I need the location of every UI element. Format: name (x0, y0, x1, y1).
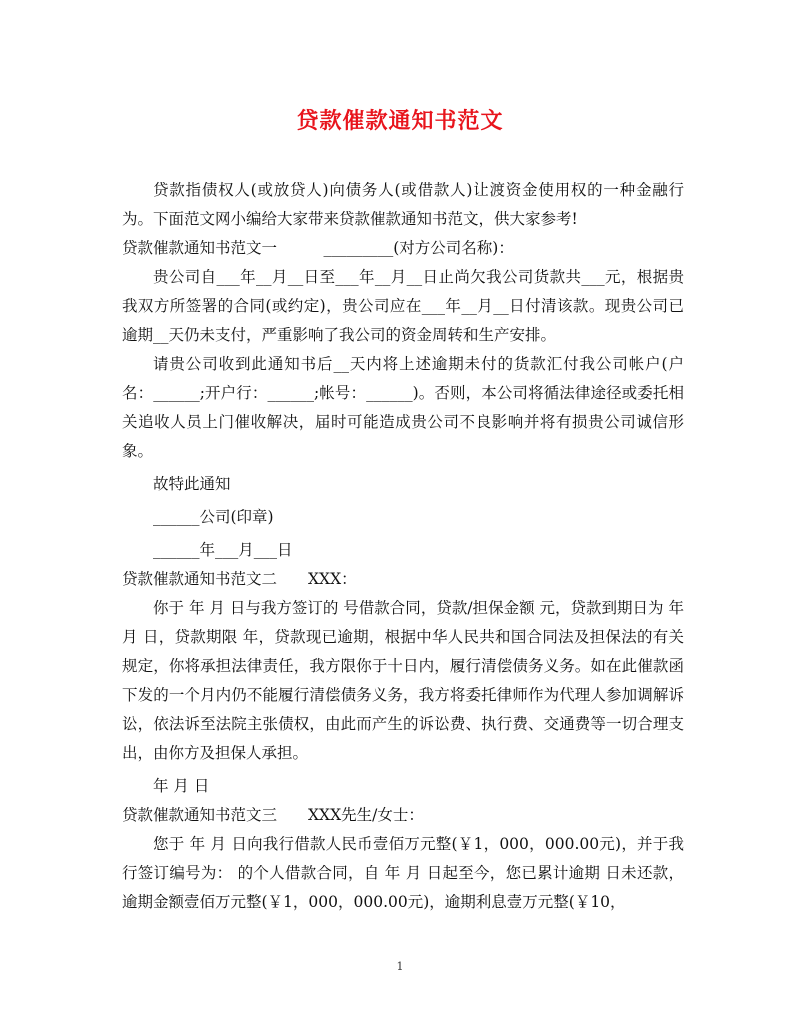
sample3-paragraph-1: 您于 年 月 日向我行借款人民币壹佰万元整(￥1，000，000.00元)，并于我行签订编号为： 的个人借款合同，自 年 月 日起至今，您已累计逾期 日未还款，逾期金额壹佰万元整(￥1，000，000.00元)，逾期利息壹万元整(￥10， (122, 835, 684, 911)
document-title: 贷款催款通知书范文 (296, 108, 504, 134)
sample1-heading: 贷款催款通知书范文一 _________(对方公司名称)： (122, 239, 514, 257)
sample2-paragraph-1: 你于 年 月 日与我方签订的 号借款合同，贷款/担保金额 元，贷款到期日为 年 月 日，贷款期限 年，贷款现已逾期，根据中华人民共和国合同法及担保法的有关规定，你将承担法律责任，我方限你于十日内，履行清偿债务义务。如在此催款函下发的一个月内仍不能履行清偿债务义务，我方将委托律师作为代理人参加调解诉讼，依法诉至法院主张债权，由此而产生的诉讼费、执行费、交通费等一切合理支出，由你方及担保人承担。 (122, 599, 684, 762)
sample1-closing: 故特此通知 (153, 475, 231, 493)
sample1-paragraph-2: 请贵公司收到此通知书后__天内将上述逾期未付的货款汇付我公司帐户(户名：______;开户行：______;帐号：______)。否则，本公司将循法律途径或委托相关追收人员上门催收解决，届时可能造成贵公司不良影响并将有损贵公司诚信形象。 (122, 355, 684, 460)
sample2-date: 年 月 日 (153, 777, 210, 795)
sample3-heading: 贷款催款通知书范文三 XXX先生/女士： (122, 806, 424, 824)
page-number: 1 (396, 960, 404, 973)
sample1-paragraph-1: 贵公司自___年__月__日至___年__月__日止尚欠我公司货款共___元，根据贵我双方所签署的合同(或约定)，贵公司应在___年__月__日付清该款。现贵公司已逾期__天仍未支付，严重影响了我公司的资金周转和生产安排。 (122, 268, 684, 344)
sample2-heading: 贷款催款通知书范文二 XXX： (122, 570, 357, 588)
intro-paragraph: 贷款指债权人(或放贷人)向债务人(或借款人)让渡资金使用权的一种金融行为。下面范文网小编给大家带来贷款催款通知书范文，供大家参考! (122, 181, 684, 228)
document-body (122, 176, 684, 917)
sample1-date: ______年___月___日 (153, 541, 293, 559)
sample1-seal: ______公司(印章) (153, 508, 274, 526)
